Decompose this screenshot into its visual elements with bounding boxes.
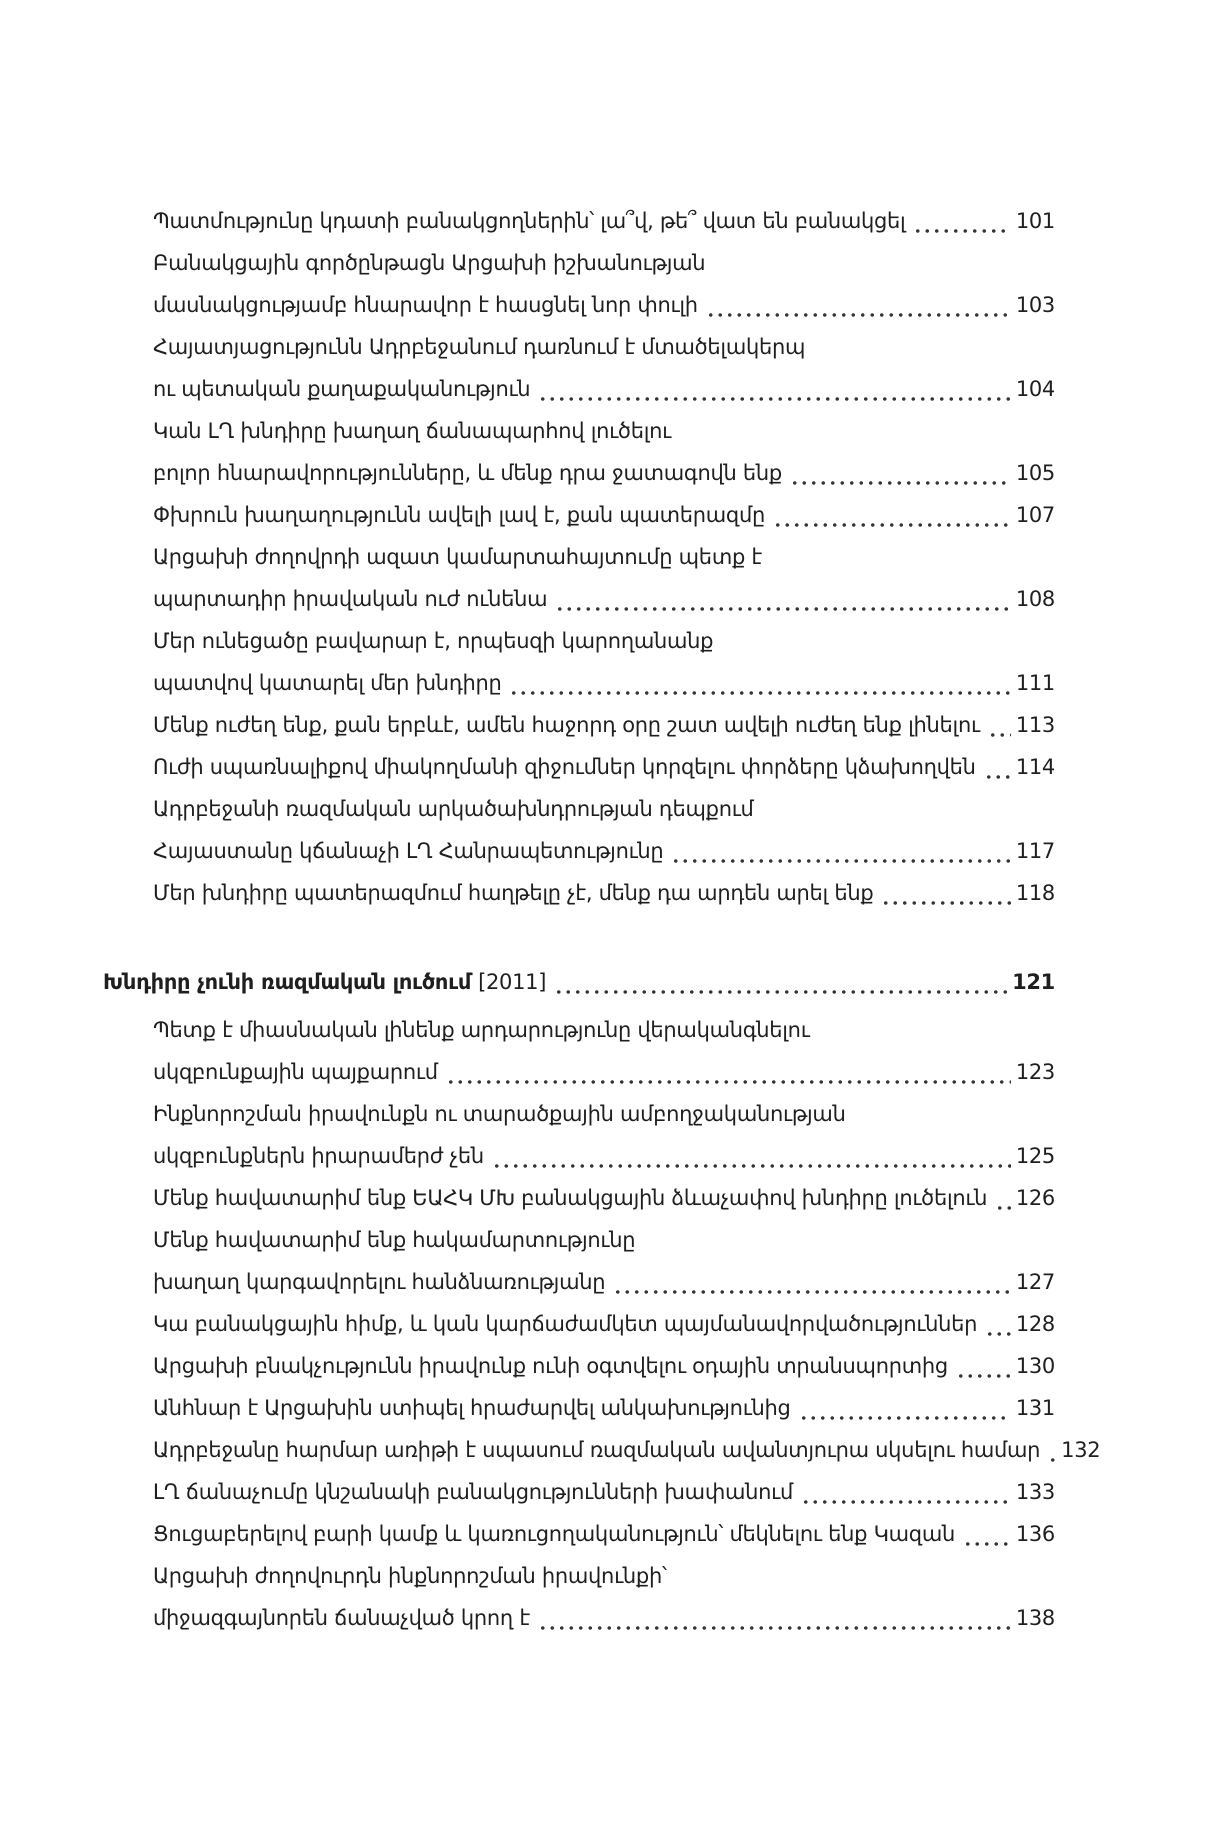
dot-leader	[555, 578, 1011, 620]
toc-entry-line	[103, 1597, 1055, 1639]
toc-entry-text: Փխրուն խաղաղությունն ավելի լավ է, քան պատերազմը	[153, 503, 765, 527]
dot-leader	[509, 662, 1010, 704]
toc-entry-text: Անհնար է Արցախին ստիպել հրաժարվել անկախությունից	[153, 1396, 791, 1420]
toc-entry-line	[103, 1135, 1055, 1177]
page-number: 136	[1015, 1522, 1055, 1546]
toc-entry-line	[103, 704, 1055, 746]
toc-entry-line	[103, 536, 1055, 578]
dot-leader	[706, 284, 1011, 326]
toc-entry-line	[103, 1429, 1101, 1471]
page-number: 133	[1015, 1480, 1055, 1504]
page-number: 107	[1015, 503, 1055, 527]
toc-entry-line	[103, 1261, 1055, 1303]
toc-section	[103, 961, 1101, 1639]
page-number: 138	[1015, 1606, 1055, 1630]
page-number: 128	[1015, 1312, 1055, 1336]
toc-entry-text: Արցախի բնակչությունն իրավունք ունի օգտվելու օդային տրանսպորտից	[153, 1354, 948, 1378]
toc-entry-line	[103, 1093, 1055, 1135]
chapter-heading-row	[103, 961, 1055, 1003]
toc-entry-line	[103, 284, 1055, 326]
toc-entry-line	[103, 1009, 1055, 1051]
chapter-heading-title: Խնդիրը չունի ռազմական լուծում	[103, 970, 472, 994]
toc-entry-line	[103, 1387, 1055, 1429]
page-number: 117	[1015, 839, 1055, 863]
toc-entry-text: մասնակցությամբ հնարավոր է հասցնել նոր փուլի	[153, 293, 698, 317]
page-number: 105	[1015, 461, 1055, 485]
toc-section	[103, 200, 1055, 914]
toc-entry-text: պարտադիր իրավական ուժ ունենա	[153, 587, 548, 611]
toc-entry-text: Ինքնորոշման իրավունքն ու տարածքային ամբողջականության	[153, 1102, 846, 1126]
page-number: 114	[1015, 755, 1055, 779]
toc-entry-line	[103, 662, 1055, 704]
toc-entry-line	[103, 1345, 1055, 1387]
page-number: 131	[1015, 1396, 1055, 1420]
toc-entry-text: ու պետական քաղաքականություն	[153, 377, 531, 401]
toc-entry-text: ԼՂ ճանաչումը կնշանակի բանակցությունների խափանում	[153, 1480, 793, 1504]
page-number: 104	[1015, 377, 1055, 401]
toc-entry-line	[103, 410, 1055, 452]
toc-entry-text: Ցուցաբերելով բարի կամք և կառուցողականություն՝ մեկնելու ենք Կազան	[153, 1522, 956, 1546]
toc-entry-line	[103, 1555, 1055, 1597]
toc-entry-text: Մենք հավատարիմ ենք ԵԱՀԿ ՄԽ բանակցային ձևաչափով խնդիրը լուծելուն	[153, 1186, 988, 1210]
toc-entry-text: Հայատյացությունն Ադրբեջանում դառնում է մտածելակերպ	[153, 335, 806, 359]
page-number: 108	[1015, 587, 1055, 611]
page-number: 132	[1061, 1438, 1101, 1462]
toc-entry-text: Պատմությունը կդատի բանակցողներին՝ լա՞վ, թե՞ վատ են բանակցել	[153, 209, 906, 233]
dot-leader	[956, 1345, 1011, 1387]
dot-leader	[913, 200, 1010, 242]
toc-entry-text: Արցախի ժողովրդի ազատ կամարտահայտումը պետք է	[153, 545, 762, 569]
toc-entry-text: Պետք է միասնական լինենք արդարությունը վերականգնելու	[153, 1018, 810, 1042]
page-number: 118	[1015, 881, 1055, 905]
dot-leader	[995, 1177, 1011, 1219]
page-number: 113	[1015, 713, 1055, 737]
toc-entry-text: Կան ԼՂ խնդիրը խաղաղ ճանապարհով լուծելու	[153, 419, 671, 443]
toc-entry-text: Բանակցային գործընթացն Արցախի իշխանության	[153, 251, 706, 275]
toc-entry-line	[103, 494, 1055, 536]
dot-leader	[1048, 1429, 1056, 1471]
toc-entry-text: Կա բանակցային հիմք, և կան կարճաժամկետ պայմանավորվածություններ	[153, 1312, 978, 1336]
dot-leader	[671, 830, 1010, 872]
dot-leader	[801, 1471, 1011, 1513]
dot-leader	[790, 452, 1011, 494]
toc-entry-text: Մեր խնդիրը պատերազմում հաղթելը չէ, մենք դա արդեն արել ենք	[153, 881, 874, 905]
toc-entry-text: Մեր ունեցածը բավարար է, որպեսզի կարողանանք	[153, 629, 714, 653]
page-number: 103	[1015, 293, 1055, 317]
dot-leader	[446, 1051, 1011, 1093]
toc-entry-line	[103, 1051, 1055, 1093]
toc-entry-text: Արցախի ժողովուրդն ինքնորոշման իրավունքի՝	[153, 1564, 667, 1588]
toc-entry-text: սկզբունքներն իրարամերժ չեն	[153, 1144, 484, 1168]
dot-leader	[984, 746, 1011, 788]
toc-entry-line	[103, 368, 1055, 410]
dot-leader	[881, 872, 1010, 914]
page-number: 123	[1015, 1060, 1055, 1084]
dot-leader	[985, 1303, 1011, 1345]
dot-leader	[538, 1597, 1011, 1639]
page-number: 101	[1015, 209, 1055, 233]
dot-leader	[773, 494, 1011, 536]
dot-leader	[799, 1387, 1011, 1429]
toc-entry-line	[103, 1303, 1055, 1345]
toc-entry-line	[103, 452, 1055, 494]
toc-entry-line	[103, 788, 1055, 830]
page-number: 125	[1015, 1144, 1055, 1168]
toc-entry-line	[103, 200, 1055, 242]
dot-leader	[988, 704, 1011, 746]
toc-entry-text: Մենք հավատարիմ ենք հակամարտությունը	[153, 1228, 636, 1252]
toc-entry-text: Ադրբեջանի ռազմական արկածախնդրության դեպքում	[153, 797, 754, 821]
dot-leader	[963, 1513, 1011, 1555]
toc-entry-line	[103, 872, 1055, 914]
page-number: 126	[1015, 1186, 1055, 1210]
page-number: 127	[1015, 1270, 1055, 1294]
toc-entry-text: Ադրբեջանը հարմար առիթի է սպասում ռազմական ավանտյուրա սկսելու համար	[153, 1438, 1041, 1462]
page-number: 130	[1015, 1354, 1055, 1378]
toc-entry-line	[103, 326, 1055, 368]
toc-entry-line	[103, 830, 1055, 872]
chapter-heading-year: [2011]	[478, 970, 547, 994]
toc-entry-line	[103, 1471, 1055, 1513]
toc-entry-line	[103, 578, 1055, 620]
toc	[103, 200, 1101, 1639]
dot-leader	[554, 961, 1007, 1003]
toc-entry-text: պատվով կատարել մեր խնդիրը	[153, 671, 502, 695]
toc-entry-line	[103, 1513, 1055, 1555]
toc-entry-text: Ուժի սպառնալիքով միակողմանի զիջումներ կորզելու փորձերը կձախողվեն	[153, 755, 976, 779]
toc-entry-text: խաղաղ կարգավորելու հանձնառությանը	[153, 1270, 606, 1294]
toc-entry-text: բոլոր հնարավորությունները, և մենք դրա ջատագովն ենք	[153, 461, 782, 485]
dot-leader	[538, 368, 1011, 410]
toc-entry-line	[103, 746, 1055, 788]
toc-entry-text: Հայաստանը կճանաչի ԼՂ Հանրապետությունը	[153, 839, 664, 863]
toc-entry-line	[103, 1219, 1055, 1261]
toc-entry-line	[103, 620, 1055, 662]
dot-leader	[492, 1135, 1011, 1177]
toc-entry-line	[103, 1177, 1055, 1219]
dot-leader	[613, 1261, 1011, 1303]
page-number: 111	[1015, 671, 1055, 695]
toc-entry-text: Մենք ուժեղ ենք, քան երբևէ, ամեն հաջորդ օրը շատ ավելի ուժեղ ենք լինելու	[153, 713, 980, 737]
page-number: 121	[1012, 970, 1055, 994]
toc-entry-text: միջազգայնորեն ճանաչված կրող է	[153, 1606, 530, 1630]
toc-entry-line	[103, 242, 1055, 284]
toc-entry-text: սկզբունքային պայքարում	[153, 1060, 438, 1084]
